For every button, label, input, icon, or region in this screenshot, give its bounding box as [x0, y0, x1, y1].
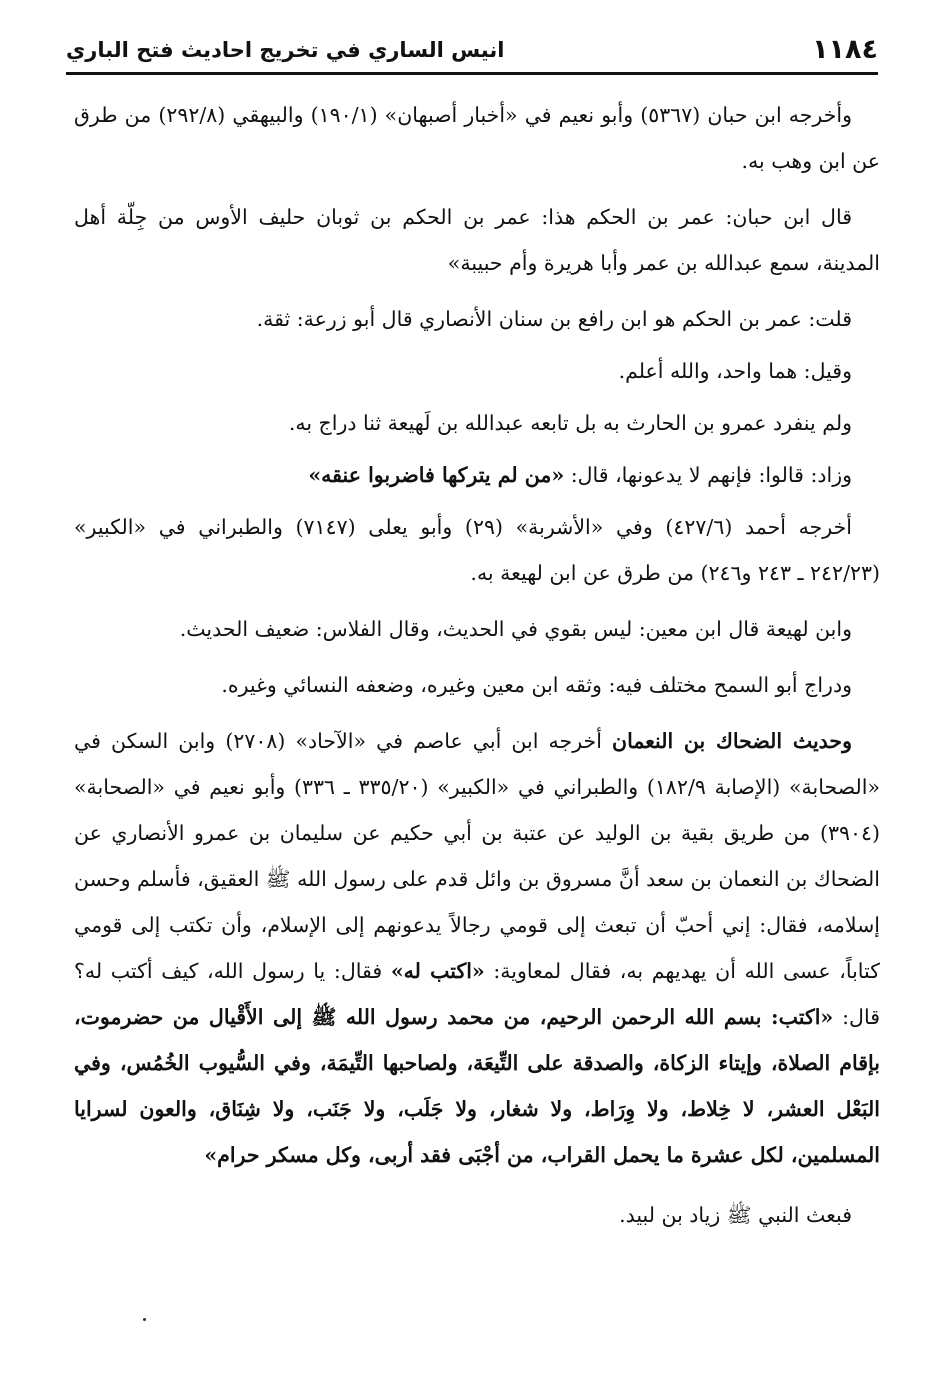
header-rule — [66, 72, 878, 75]
paragraph-4: وقيل: هما واحد، والله أعلم. — [618, 359, 852, 383]
paragraph-10-plain: أخرجه ابن أبي عاصم في «الآحاد» (٢٧٠٨) وابن السكن في «الصحابة» (الإصابة ١٨٢/٩) والطبراني في «الكبير» (٣٣٥/٢٠ ـ ٣٣٦) وأبو نعيم في «الصحابة» (٣٩٠٤) من طريق بقية بن الوليد عن عتبة بن أبي حكيم عن سليمان بن عمرو الأنصاري عن الضحاك بن النعمان بن سعد أنَّ مسروق بن وائل قدم على رسول الله ﷺ العقيق، فأسلم وحسن إسلامه، فقال: إني أحبّ أن تبعث إلى قومي رجالاً يدعونهم إلى الإسلام، وأن تكتب إلى قومي كتاباً، عسى الله أن يهديهم به، فقال لمعاوية: — [74, 729, 880, 983]
paragraph-10 — [74, 718, 880, 1178]
paragraph-3: قلت: عمر بن الحكم هو ابن رافع بن سنان الأنصاري قال أبو زرعة: ثقة. — [256, 307, 852, 331]
paragraph-10-quote-short: «اكتب له» — [390, 959, 485, 983]
paragraph-10-plain-2: فقال: يا رسول الله، كيف أكتب له؟ قال: — [74, 959, 880, 1029]
paragraph-7: أخرجه أحمد (٤٢٧/٦) وفي «الأشربة» (٢٩) وأبو يعلى (٧١٤٧) والطبراني في «الكبير» (٢٤٢/٢٣ ـ ٢٤٣ و٢٤٦) من طرق عن ابن لهيعة به. — [74, 515, 880, 585]
paragraph-1: وأخرجه ابن حبان (٥٣٦٧) وأبو نعيم في «أخبار أصبهان» (١٩٠/١) والبيهقي (٢٩٢/٨) من طرق عن ابن وهب به. — [74, 103, 880, 173]
paragraph-10-lead: وحديث الضحاك بن النعمان — [612, 729, 852, 753]
paragraph-8: وابن لهيعة قال ابن معين: ليس بقوي في الحديث، وقال الفلاس: ضعيف الحديث. — [179, 617, 852, 641]
page-number: ١١٨٤ — [812, 34, 878, 65]
paragraph-2: قال ابن حبان: عمر بن الحكم هذا: عمر بن الحكم بن ثوبان حليف الأوس من جِلّة أهل المدينة، سمع عبدالله بن عمر وأبا هريرة وأم حبيبة» — [74, 205, 880, 275]
body-text — [74, 92, 880, 1248]
paragraph-6-quote: «من لم يتركها فاضربوا عنقه» — [308, 463, 565, 487]
running-title: انيس الساري في تخريج احاديث فتح الباري — [66, 38, 505, 62]
paragraph-6 — [74, 452, 880, 498]
paragraph-10-letter-text: «اكتب: بسم الله الرحمن الرحيم، من محمد رسول الله ﷺ إلى الأَقْيال من حضرموت، بإقام الصلاة، وإيتاء الزكاة، والصدقة على التِّيعَة، ولصاحبها التِّيمَة، وفي السُّيوب الخُمُس، وفي البَعْل العشر، لا خِلاط، ولا وِرَاط، ولا شغار، ولا جَلَب، ولا جَنَب، ولا شِنَاق، والعون لسرايا المسلمين، لكل عشرة ما يحمل القراب، من أجْبَى فقد أربى، وكل مسكر حرام» — [74, 1005, 880, 1167]
scan-speck — [143, 1318, 146, 1321]
paragraph-9: ودراج أبو السمح مختلف فيه: وثقه ابن معين وغيره، وضعفه النسائي وغيره. — [221, 673, 852, 697]
paragraph-6-plain: وزاد: قالوا: فإنهم لا يدعونها، قال: — [564, 463, 852, 487]
page-header — [66, 30, 878, 70]
paragraph-5: ولم ينفرد عمرو بن الحارث به بل تابعه عبدالله بن لَهيعة ثنا دراج به. — [288, 411, 852, 435]
paragraph-11: فبعث النبي ﷺ زياد بن لبيد. — [619, 1203, 852, 1227]
